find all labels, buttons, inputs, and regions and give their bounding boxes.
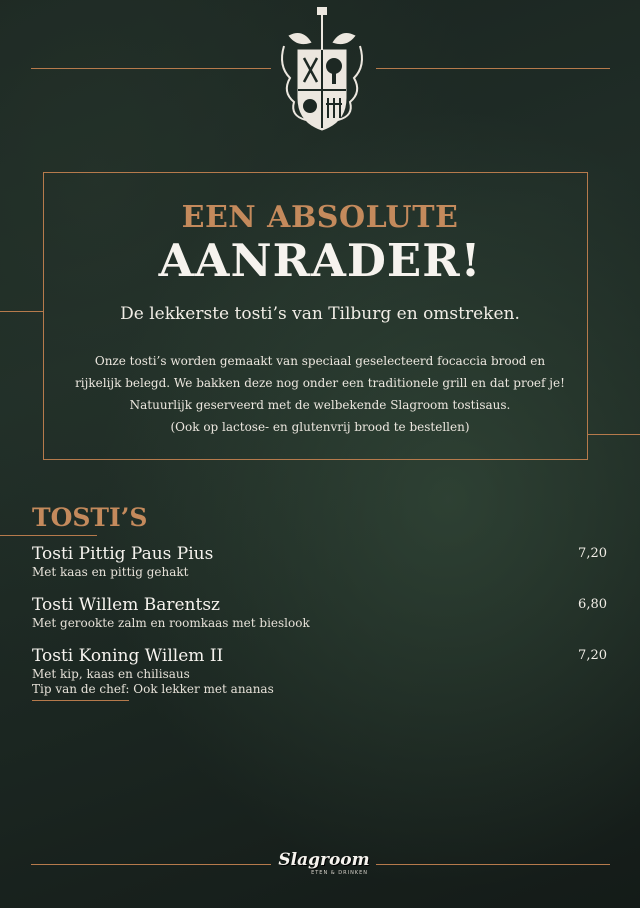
logo-subtext: ETEN & DRINKEN xyxy=(311,870,368,876)
intro-title-main: AANRADER! xyxy=(158,234,482,287)
menu-item-price: 7,20 xyxy=(578,648,607,663)
intro-title-top: EEN ABSOLUTE xyxy=(181,200,459,235)
intro-line: Natuurlijk geserveerd met de welbekende Slagroom tostisaus. xyxy=(129,398,511,412)
footer-rule-left xyxy=(31,864,271,865)
logo-text: Slagroom xyxy=(278,850,370,870)
menu-item-description: Met kip, kaas en chilisaus xyxy=(32,667,190,681)
menu-item-price: 7,20 xyxy=(578,546,607,561)
menu-item-description: Met kaas en pittig gehakt xyxy=(32,565,189,579)
section-title: TOSTI’S xyxy=(32,503,148,532)
header-rule-left xyxy=(31,68,271,69)
intro-rule-right xyxy=(588,434,640,435)
menu-item-price: 6,80 xyxy=(578,597,607,612)
intro-line: (Ook op lactose- en glutenvrij brood te bestellen) xyxy=(170,420,470,434)
coat-of-arms-icon xyxy=(276,6,368,136)
menu-item xyxy=(32,544,607,579)
menu-item-name: Tosti Koning Willem II xyxy=(32,646,224,666)
chef-tip: Tip van de chef: Ook lekker met ananas xyxy=(32,682,274,696)
intro-line: rijkelijk belegd. We bakken deze nog onder een traditionele grill en dat proef je! xyxy=(75,376,565,390)
footer-rule-right xyxy=(376,864,610,865)
section-underline xyxy=(0,535,97,536)
footer-logo xyxy=(276,850,372,880)
intro-paragraph xyxy=(60,350,580,438)
menu-item xyxy=(32,595,607,630)
menu-item-name: Tosti Willem Barentsz xyxy=(32,595,220,615)
menu-item-name: Tosti Pittig Paus Pius xyxy=(32,544,214,564)
menu-item-description: Met gerookte zalm en roomkaas met bieslook xyxy=(32,616,310,630)
header-rule-right xyxy=(376,68,610,69)
menu-item xyxy=(32,646,607,696)
intro-subtitle: De lekkerste tosti’s van Tilburg en omstreken. xyxy=(120,304,520,324)
chef-tip-underline xyxy=(32,700,129,701)
intro-line: Onze tosti’s worden gemaakt van speciaal geselecteerd focaccia brood en xyxy=(94,354,546,368)
